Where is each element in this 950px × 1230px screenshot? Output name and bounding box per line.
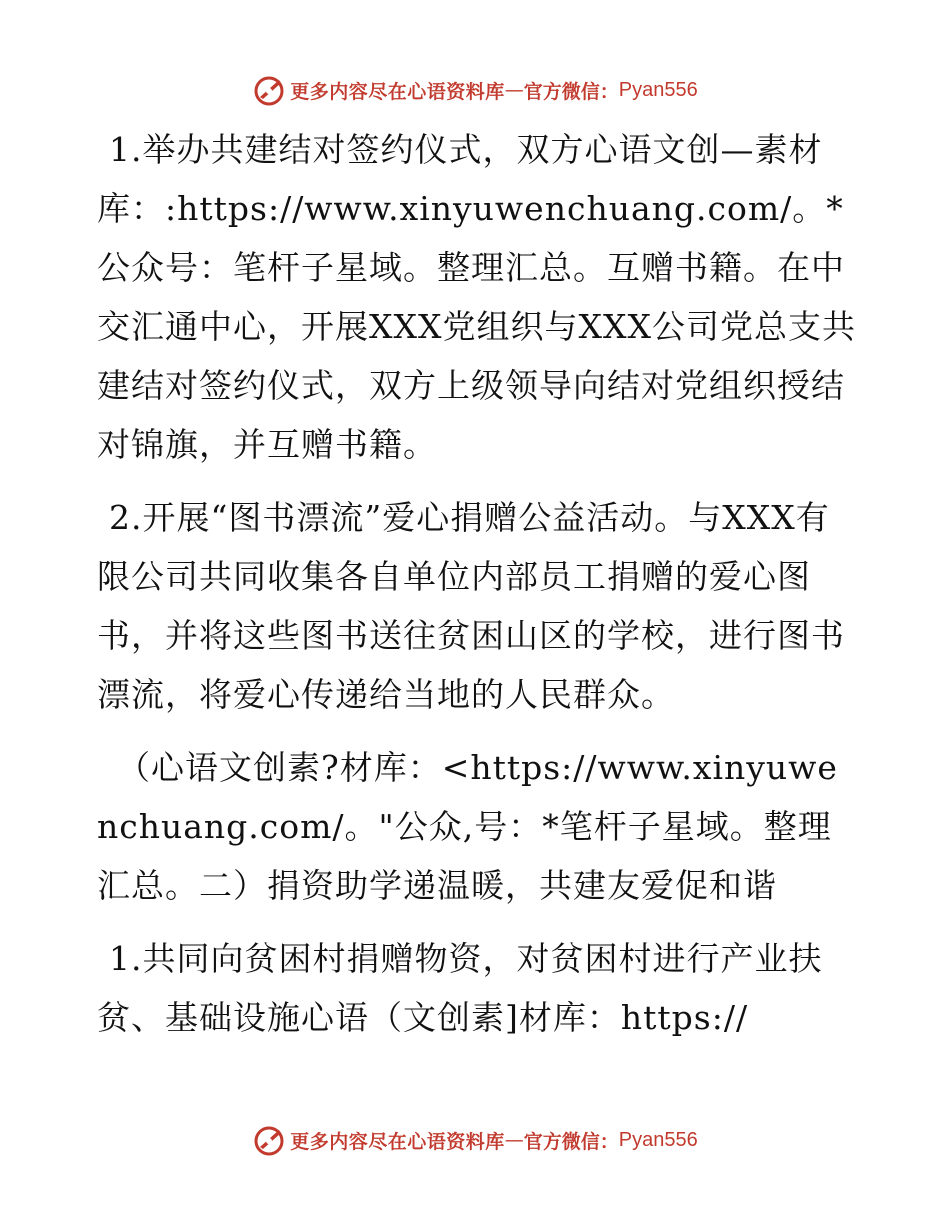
document-body (97, 120, 857, 1047)
red-quill-circle-logo-icon (252, 73, 286, 107)
paragraph-1: 1.举办共建结对签约仪式，双方心语文创—素材库：:https://www.xinyuwenchuang.com/。*公众号：笔杆子星域。整理汇总。互赠书籍。在中交汇通中心，开展XXX党组织与XXX公司党总支共建结对签约仪式，双方上级领导向结对党组织授结对锦旗，并互赠书籍。 (97, 130, 856, 464)
paragraph-4: 1.共同向贫困村捐赠物资，对贫困村进行产业扶贫、基础设施心语（文创素]材库：https:// (97, 939, 823, 1037)
footer-banner (0, 1120, 950, 1160)
paragraph-2: 2.开展“图书漂流”爱心捐赠公益活动。与XXX有限公司共同收集各自单位内部员工捐赠的爱心图书，并将这些图书送往贫困山区的学校，进行图书漂流，将爱心传递给当地的人民群众。 (97, 498, 845, 714)
red-quill-circle-logo-icon (252, 1123, 286, 1157)
banner-wechat-label: 官方微信： (523, 1130, 619, 1153)
banner-separator: — (504, 1129, 524, 1151)
header-banner (0, 70, 950, 110)
paragraph-3: （心语文创素?材库：<https://www.xinyuwenchuang.com/。"公众,号：*笔杆子星域。整理汇总。二）捐资助学递温暖，共建友爱促和谐 (97, 748, 838, 905)
banner-brand-text: 更多内容尽在心语资料库 (290, 80, 505, 103)
banner-separator: — (504, 79, 524, 101)
banner-wechat-label: 官方微信： (523, 80, 619, 103)
banner-wechat-id: Pyan556 (618, 1128, 698, 1151)
banner-wechat-id: Pyan556 (618, 78, 698, 101)
banner-brand-text: 更多内容尽在心语资料库 (290, 1130, 505, 1153)
